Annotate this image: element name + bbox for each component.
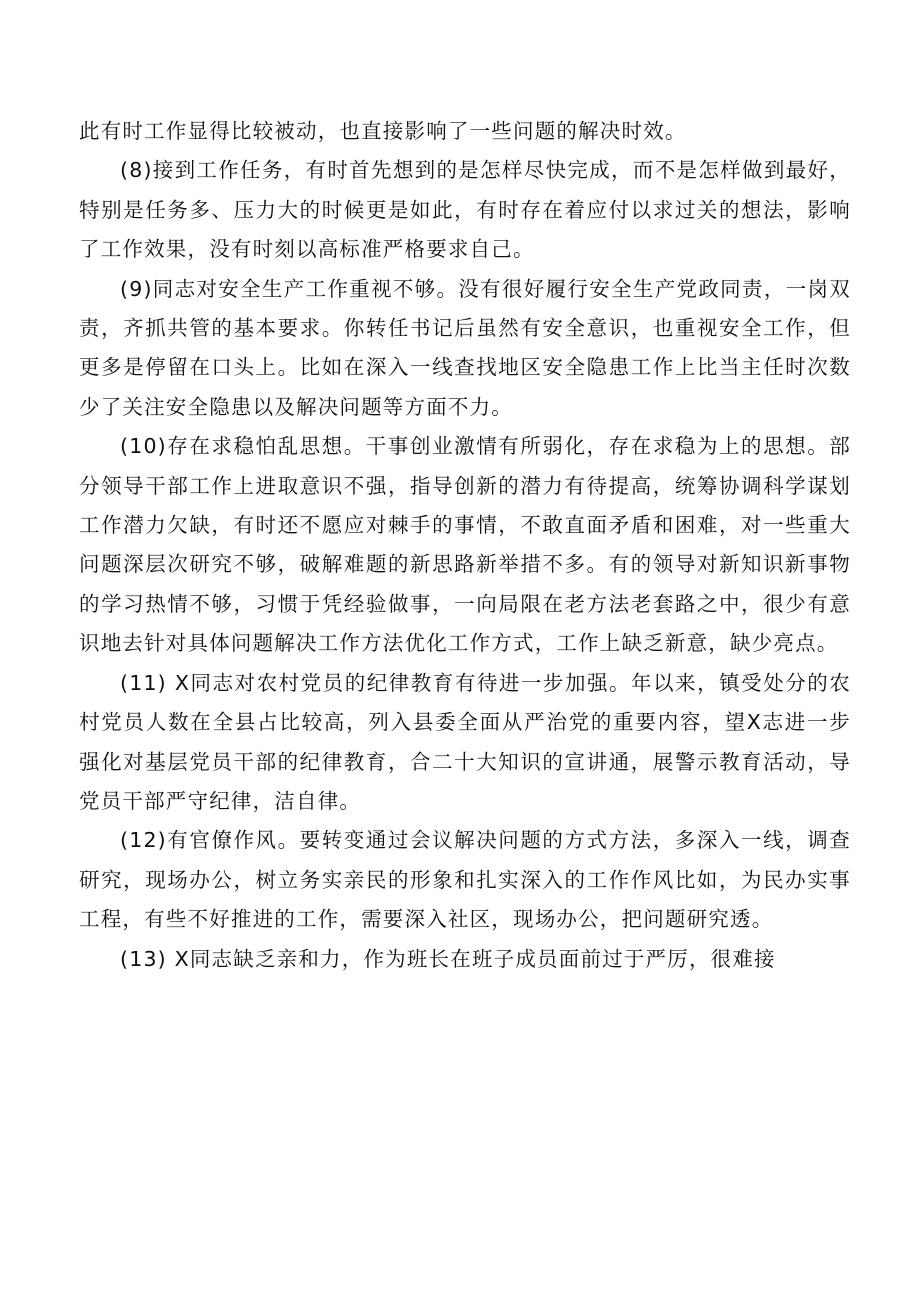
document-body: [79, 112, 851, 979]
paragraph-11: (11) X同志对农村党员的纪律教育有待进一步加强。年以来，镇受处分的农村党员人数在全县占比较高，列入县委全面从严治党的重要内容，望X志进一步强化对基层党员干部的纪律教育，合二十大知识的宣讲通，展警示教育活动，导党员干部严守纪律，洁自律。: [79, 670, 851, 813]
paragraph-13: (13) X同志缺乏亲和力，作为班长在班子成员面前过于严厉，很难接: [120, 946, 776, 971]
paragraph-10: (10)存在求稳怕乱思想。干事创业激情有所弱化，存在求稳为上的思想。部分领导干部工作上进取意识不强，指导创新的潜力有待提高，统筹协调科学谋划工作潜力欠缺，有时还不愿应对棘手的事情，不敢直面矛盾和困难，对一些重大问题深层次研究不够，破解难题的新思路新举措不多。有的领导对新知识新事物的学习热情不够，习惯于凭经验做事，一向局限在老方法老套路之中，很少有意识地去针对具体问题解决工作方法优化工作方式，工作上缺乏新意，缺少亮点。: [79, 434, 851, 656]
paragraph-continuation: 此有时工作显得比较被动，也直接影响了一些问题的解决时效。: [79, 119, 687, 143]
paragraph-9: (9)同志对安全生产工作重视不够。没有很好履行安全生产党政同责，一岗双责，齐抓共管的基本要求。你转任书记后虽然有安全意识，也重视安全工作，但更多是停留在口头上。比如在深入一线查找地区安全隐患工作上比当主任时次数少了关注安全隐患以及解决问题等方面不力。: [79, 276, 851, 419]
paragraph-8: (8)接到工作任务，有时首先想到的是怎样尽快完成，而不是怎样做到最好，特别是任务多、压力大的时候更是如此，有时存在着应付以求过关的想法，影响了工作效果，没有时刻以高标准严格要求自己。: [79, 158, 851, 262]
paragraph-12: (12)有官僚作风。要转变通过会议解决问题的方式方法，多深入一线，调查研究，现场办公，树立务实亲民的形象和扎实深入的工作作风比如，为民办实事工程，有些不好推进的工作，需要深入社区，现场办公，把问题研究透。: [79, 828, 851, 932]
